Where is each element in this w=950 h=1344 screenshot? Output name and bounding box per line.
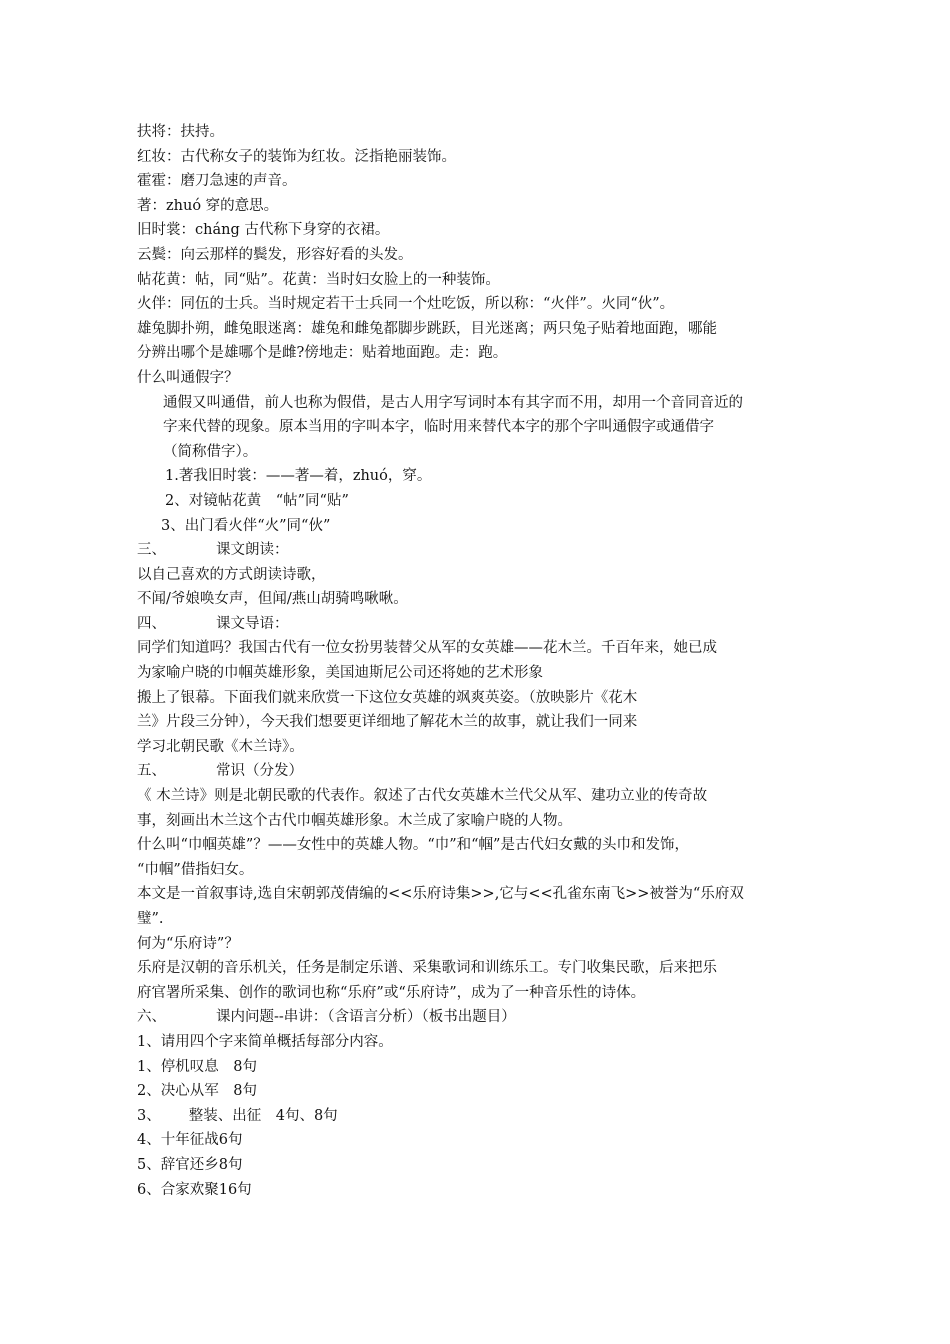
- section-heading: [137, 538, 827, 563]
- text-line: 璧”.: [137, 911, 164, 927]
- section-number: 四、: [137, 615, 166, 632]
- list-item: 6、合家欢聚16句: [137, 1181, 252, 1198]
- section-title: 课文导语：: [216, 615, 289, 632]
- text-line: （简称借字）。: [163, 443, 258, 460]
- text-line: 火伴：同伍的士兵。当时规定若干士兵同一个灶吃饭，所以称：“火伴”。火同“伙”。: [137, 296, 675, 313]
- list-item: 1.著我旧时裳：——著—着，zhuó，穿。: [165, 468, 432, 485]
- text-line: 霍霍：磨刀急速的声音。: [137, 173, 297, 190]
- section-heading: [137, 759, 827, 784]
- text-line: 本文是一首叙事诗,选自宋朝郭茂倩编的<<乐府诗集>>,它与<<孔雀东南飞>>被誉为“乐府双: [137, 886, 744, 903]
- text-line: 什么叫“巾帼英雄”？——女性中的英雄人物。“巾”和“帼”是古代妇女戴的头巾和发饰，: [137, 837, 689, 854]
- text-line: 以自己喜欢的方式朗读诗歌，: [137, 566, 326, 583]
- list-item: 5、辞官还乡8句: [137, 1156, 243, 1173]
- text-line: 同学们知道吗？我国古代有一位女扮男装替父从军的女英雄——花木兰。千百年来，她已成: [137, 640, 717, 657]
- section-heading: [137, 612, 827, 637]
- section-title: 常识（分发）: [216, 763, 303, 780]
- text-line: 著：zhuó 穿的意思。: [137, 197, 279, 214]
- list-item: 4、十年征战6句: [137, 1132, 243, 1149]
- section-heading: [137, 1005, 827, 1030]
- list-item: 1、请用四个字来简单概括每部分内容。: [137, 1033, 393, 1050]
- text-line: 为家喻户晓的巾帼英雄形象，美国迪斯尼公司还将她的艺术形象: [137, 665, 543, 682]
- section-title: 课文朗读：: [216, 542, 289, 559]
- list-item: 3、出门看火伴“火”同“伙”: [161, 517, 331, 534]
- text-line: 兰》片段三分钟），今天我们想要更详细地了解花木兰的故事，就让我们一同来: [137, 714, 638, 731]
- text-line: 雄兔脚扑朔，雌兔眼迷离：雄兔和雌兔都脚步跳跃，目光迷离；两只兔子贴着地面跑，哪能: [137, 320, 717, 337]
- question-heading: 什么叫通假字？: [137, 369, 239, 386]
- text-line: 事，刻画出木兰这个古代巾帼英雄形象。木兰成了家喻户晓的人物。: [137, 812, 572, 829]
- text-line: 扶将：扶持。: [137, 124, 224, 140]
- list-item: 2、对镜帖花黄 “帖”同“贴”: [165, 492, 349, 509]
- section-number: 六、: [137, 1009, 166, 1026]
- section-number: 三、: [137, 542, 166, 559]
- text-line: 学习北朝民歌《木兰诗》。: [137, 738, 304, 755]
- text-line: 红妆：古代称女子的装饰为红妆。泛指艳丽装饰。: [137, 148, 456, 165]
- text-line: 搬上了银幕。下面我们就来欣赏一下这位女英雄的飒爽英姿。（放映影片《花木: [137, 689, 638, 706]
- text-line: 帖花黄：帖，同“贴”。花黄：当时妇女脸上的一种装饰。: [137, 271, 500, 288]
- list-item: 1、停机叹息 8句: [137, 1058, 257, 1075]
- text-line: 云鬓：向云那样的鬓发，形容好看的头发。: [137, 246, 413, 263]
- list-item: 2、决心从军 8句: [137, 1083, 257, 1100]
- text-line: 《 木兰诗》则是北朝民歌的代表作。叙述了古代女英雄木兰代父从军、建功立业的传奇故: [137, 788, 708, 805]
- list-item: [137, 1104, 827, 1129]
- question-heading: 何为“乐府诗”？: [137, 935, 239, 952]
- section-title: 课内问题--串讲：（含语言分析）（板书出题目）: [216, 1009, 516, 1026]
- text-line: 府官署所采集、创作的歌词也称“乐府”或“乐府诗”，成为了一种音乐性的诗体。: [137, 984, 646, 1001]
- text-line: 旧时裳：cháng 古代称下身穿的衣裙。: [137, 222, 390, 239]
- text-line: 不闻/爷娘唤女声，但闻/燕山胡骑鸣啾啾。: [137, 591, 408, 608]
- list-text: 整装、出征 4句、8句: [188, 1107, 338, 1124]
- text-line: 字来代替的现象。原本当用的字叫本字，临时用来替代本字的那个字叫通假字或通借字: [163, 419, 714, 436]
- document-page: [137, 120, 827, 1202]
- text-line: 通假又叫通借，前人也称为假借，是古人用字写词时本有其字而不用，却用一个音同音近的: [163, 394, 743, 411]
- text-line: “巾帼”借指妇女。: [137, 861, 254, 878]
- list-number: 3、: [137, 1107, 161, 1124]
- text-line: 乐府是汉朝的音乐机关，任务是制定乐谱、采集歌词和训练乐工。专门收集民歌，后来把乐: [137, 960, 717, 977]
- text-line: 分辨出哪个是雄哪个是雌?傍地走：贴着地面跑。走：跑。: [137, 345, 508, 362]
- section-number: 五、: [137, 763, 166, 780]
